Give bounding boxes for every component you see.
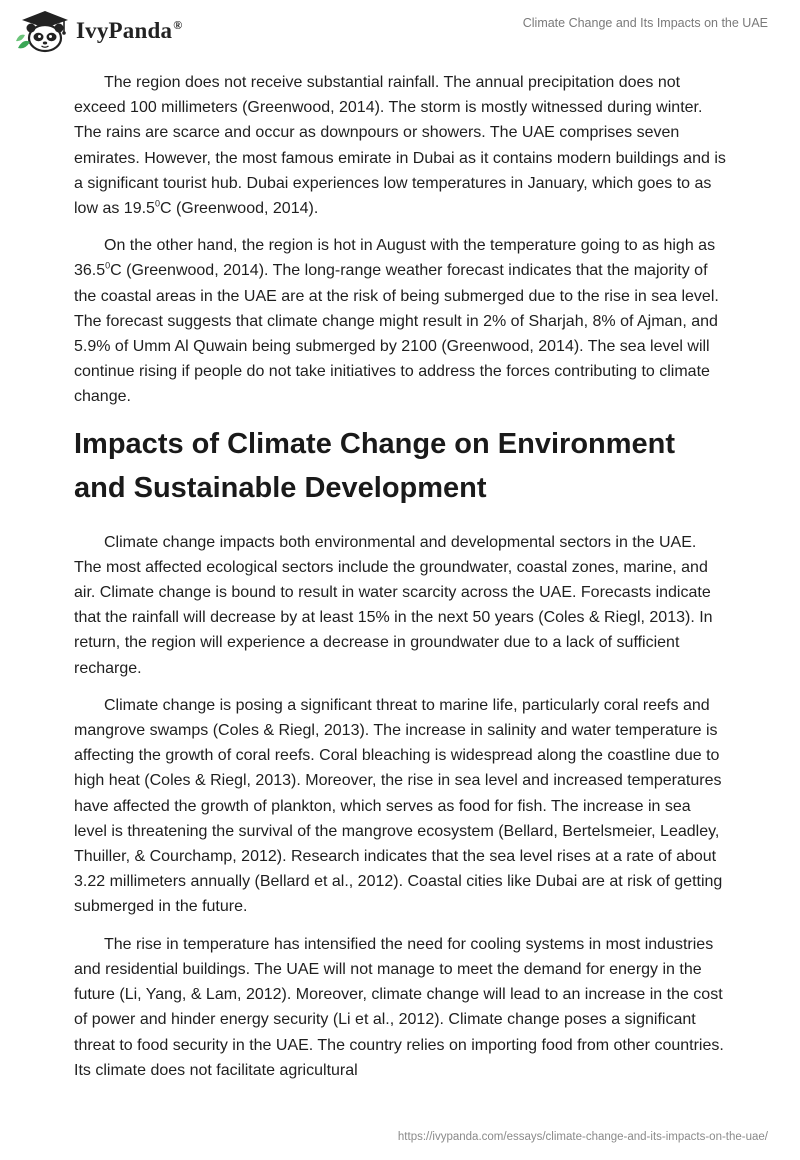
degree-superscript: 0 xyxy=(154,198,160,209)
paragraph-water-scarcity: Climate change impacts both environmental and developmental sectors in the UAE. The most affected ecological sectors include the groundwater, coastal zones, marine, and air. Climate change is bound to result in water scarcity across the UAE. Forecasts indicate that the rainfall will decrease by at least 15% in the next 50 years (Coles & Riegl, 2013). In return, the region will experience a decrease in groundwater due to a lack of sufficient recharge. xyxy=(74,533,713,677)
paragraph-rainfall-text-end: C (Greenwood, 2014). xyxy=(159,200,319,218)
source-url[interactable]: https://ivypanda.com/essays/climate-change-and-its-impacts-on-the-uae/ xyxy=(397,1131,768,1143)
document-title: Climate Change and Its Impacts on the UAE xyxy=(522,16,768,30)
paragraph-sea-level-text-end: C (Greenwood, 2014). The long-range weather forecast indicates that the majority of the coastal areas in the UAE are at the risk of being submerged due to the rise in sea level. The forecast suggests that climate change might result in 2% of Sharjah, 8% of Ajman, and 5.9% of Umm Al Quwain being submerged by 2100 (Greenwood, 2014). The sea level will continue rising if people do not take initiatives to address the forces contributing to climate change. xyxy=(74,262,719,406)
paragraph-rainfall-text: The region does not receive substantial rainfall. The annual precipitation does not exceed 100 millimeters (Greenwood, 2014). The storm is mostly witnessed during winter. The rains are scarce and occur as downpours or showers. The UAE comprises seven emirates. However, the most famous emirate in Dubai as it contains modern buildings and is a significant tourist hub. Dubai experiences low temperatures in January, which goes to as low as 19.5 xyxy=(74,74,726,218)
page-header xyxy=(0,0,800,60)
paragraph-rainfall xyxy=(74,70,726,221)
paragraph-energy-food: The rise in temperature has intensified the need for cooling systems in most industries and residential buildings. The UAE will not manage to meet the demand for energy in the future (Li, Yang, & Lam, 2012). Moreover, climate change will lead to an increase in the cost of power and hinder energy security (Li et al., 2012). Climate change poses a significant threat to food security in the UAE. The country relies on importing food from other countries. Its climate does not facilitate agricultural xyxy=(74,935,724,1079)
paragraph-marine-life: Climate change is posing a significant threat to marine life, particularly coral reefs and mangrove swamps (Coles & Riegl, 2013). The increase in salinity and water temperature is affecting the growth of coral reefs. Coral bleaching is widespread along the coastline due to high heat (Coles & Riegl, 2013). Moreover, the rise in sea level and increased temperatures have affected the growth of plankton, which serves as food for fish. The increase in sea level is threatening the survival of the mangrove ecosystem (Bellard, Bertelsmeier, Leadley, Thuiller, & Courchamp, 2012). Research indicates that the sea level rises at a rate of about 3.22 millimeters annually (Bellard et al., 2012). Coastal cities like Dubai are at risk of getting submerged in the future. xyxy=(74,696,723,916)
paragraph-sea-level xyxy=(74,233,726,409)
registered-mark: ® xyxy=(173,18,183,33)
degree-superscript: 0 xyxy=(105,261,111,272)
brand-name: IvyPanda® xyxy=(76,18,183,43)
section-heading: Impacts of Climate Change on Environment and Sustainable Development xyxy=(74,427,676,504)
panda-graduate-icon xyxy=(14,8,72,54)
essay-content xyxy=(74,70,726,1095)
ivypanda-logo[interactable] xyxy=(14,8,182,54)
paragraph-sea-level-text: On the other hand, the region is hot in August with the temperature going to as high as 36.5 xyxy=(74,237,716,280)
